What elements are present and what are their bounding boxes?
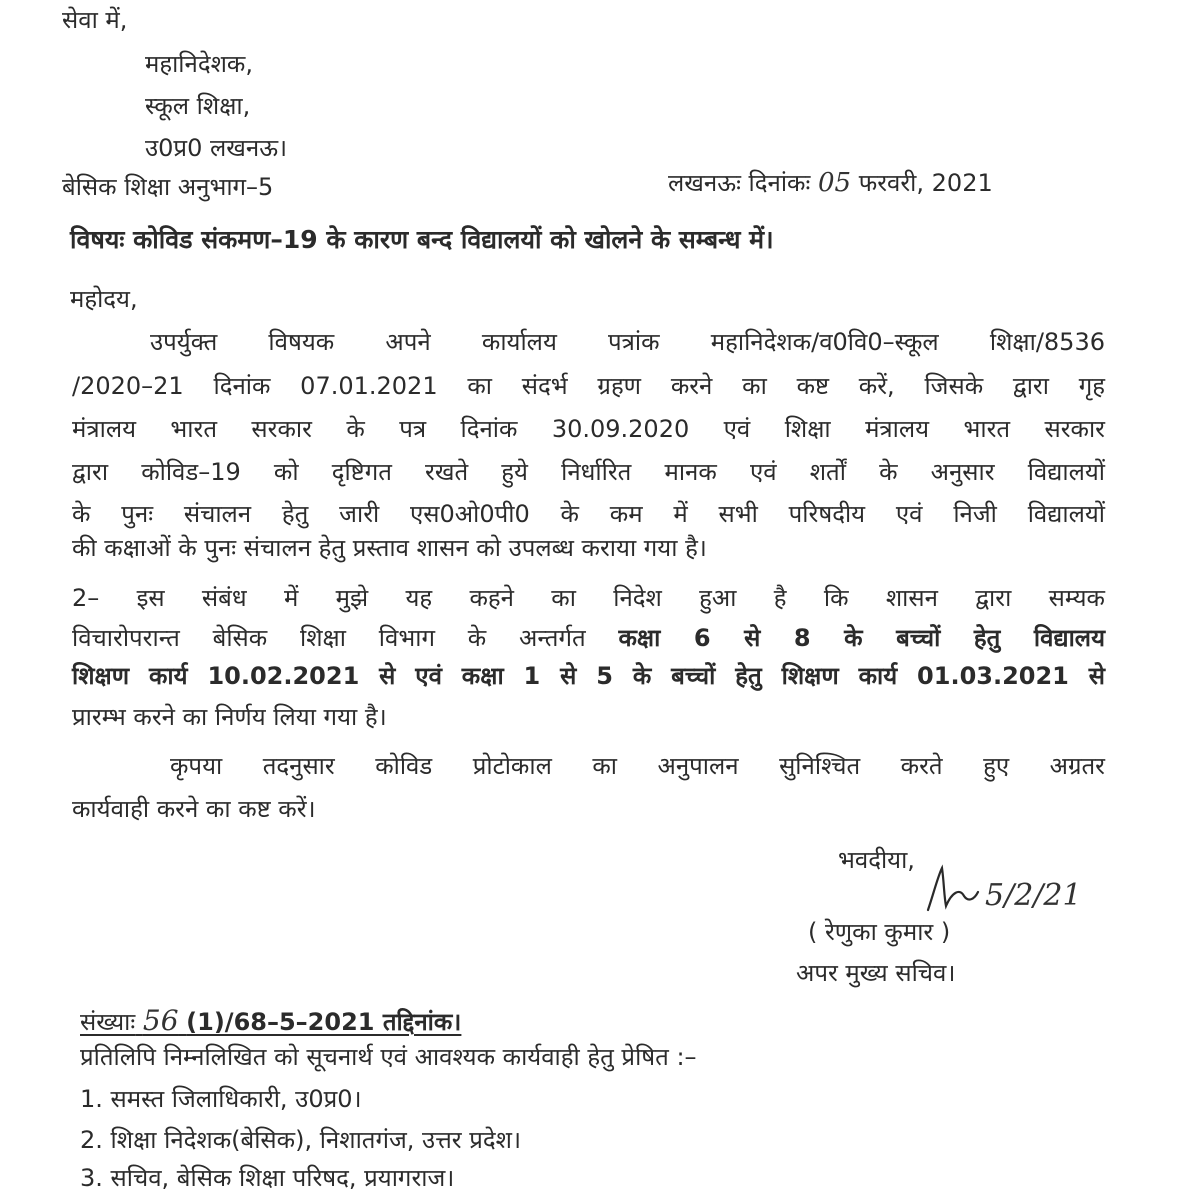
para2-line-3: शिक्षण कार्य 10.02.2021 से एवं कक्षा 1 से 5 के बच्चों हेतु शिक्षण कार्य 01.03.2021 से — [72, 662, 1105, 690]
copy-item-1: 1. समस्त जिलाधिकारी, उ0प्र0। — [80, 1085, 362, 1113]
reference-number — [80, 1004, 461, 1038]
date-day-handwritten: 05 — [817, 168, 852, 198]
para1-line-1: उपर्युक्त विषयक अपने कार्यालय पत्रांक महानिदेशक/व0वि0–स्कूल शिक्षा/8536 — [150, 328, 1105, 356]
section-label: बेसिक शिक्षा अनुभाग–5 — [62, 173, 274, 201]
para1-line-3: मंत्रालय भारत सरकार के पत्र दिनांक 30.09.2020 एवं शिक्षा मंत्रालय भारत सरकार — [72, 415, 1105, 443]
date-rest: फरवरी, 2021 — [858, 169, 993, 197]
reference-label: संख्याः — [80, 1008, 136, 1036]
para2-line-4: प्रारम्भ करने का निर्णय लिया गया है। — [72, 703, 387, 731]
letter-date — [668, 168, 993, 199]
signature-closing: भवदीया, — [838, 846, 915, 874]
copy-intro: प्रतिलिपि निम्नलिखित को सूचनार्थ एवं आवश्यक कार्यवाही हेतु प्रेषित :– — [80, 1043, 697, 1071]
copy-item-3: 3. सचिव, बेसिक शिक्षा परिषद, प्रयागराज। — [80, 1164, 455, 1192]
para1-line-6: की कक्षाओं के पुनः संचालन हेतु प्रस्ताव शासन को उपलब्ध कराया गया है। — [72, 534, 707, 562]
date-prefix: लखनऊः दिनांकः — [668, 169, 811, 197]
para3-line-1: कृपया तदनुसार कोविड प्रोटोकाल का अनुपालन सुनिश्चित करते हुए अग्रतर — [170, 752, 1105, 780]
copy-item-2: 2. शिक्षा निदेशक(बेसिक), निशातगंज, उत्तर प्रदेश। — [80, 1126, 522, 1154]
signatory-title: अपर मुख्य सचिव। — [796, 959, 956, 987]
para1-line-4: द्वारा कोविड–19 को दृष्टिगत रखते हुये निर्धारित मानक एवं शर्तों के अनुसार विद्यालयों — [72, 458, 1105, 486]
para2-line-2 — [72, 624, 1105, 653]
para2-line-1: 2– इस संबंध में मुझे यह कहने का निदेश हुआ है कि शासन द्वारा सम्यक — [72, 584, 1105, 612]
para1-line-2: /2020–21 दिनांक 07.01.2021 का संदर्भ ग्रहण करने का कष्ट करें, जिसके द्वारा गृह — [72, 372, 1105, 400]
reference-handwritten-no: 56 — [142, 1004, 179, 1037]
address-line-3: उ0प्र0 लखनऊ। — [145, 134, 288, 162]
para2-line-2-bold: कक्षा 6 से 8 के बच्चों हेतु विद्यालय — [618, 624, 1105, 652]
address-line-2: स्कूल शिक्षा, — [145, 92, 251, 120]
para3-line-2: कार्यवाही करने का कष्ट करें। — [72, 795, 316, 823]
reference-rest: (1)/68–5–2021 तद्दिनांक। — [186, 1008, 462, 1036]
para2-line-2-normal: विचारोपरान्त बेसिक शिक्षा विभाग के अन्तर्गत — [72, 624, 586, 652]
subject-line: विषयः कोविड संकमण–19 के कारण बन्द विद्यालयों को खोलने के सम्बन्ध में। — [70, 225, 774, 254]
address-line-1: महानिदेशक, — [145, 50, 253, 78]
signature-date-handwritten: 5/2/21 — [985, 878, 1082, 913]
para1-line-5: के पुनः संचालन हेतु जारी एस0ओ0पी0 के कम में सभी परिषदीय एवं निजी विद्यालयों — [72, 500, 1105, 528]
address-to: सेवा में, — [62, 6, 128, 34]
signatory-name: ( रेणुका कुमार ) — [808, 918, 951, 946]
salutation: महोदय, — [70, 285, 138, 313]
